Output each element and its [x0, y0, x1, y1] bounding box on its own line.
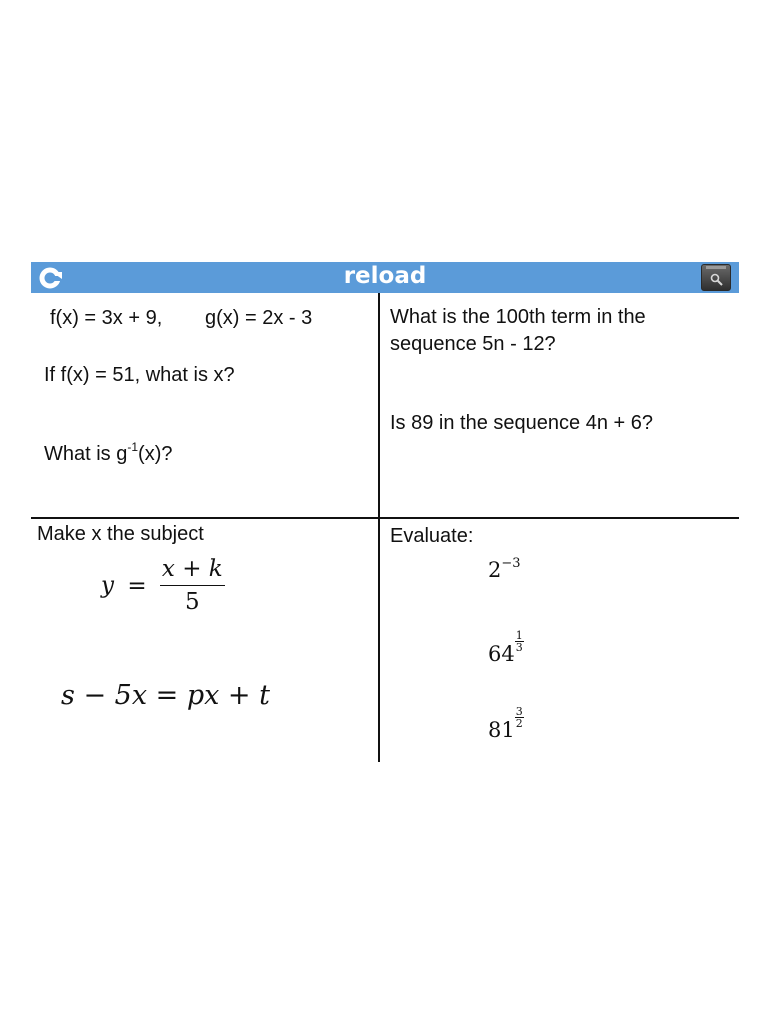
function-g: g(x) = 2x - 3 [205, 307, 313, 329]
eq1-fraction [160, 556, 225, 615]
expr1-exponent: −3 [501, 556, 521, 571]
eq1-equals: = [127, 572, 147, 599]
make-subject-instruction: Make x the subject [37, 523, 204, 545]
expression-3 [488, 706, 524, 742]
expr2-exp-num: 1 [515, 629, 523, 642]
expr3-exp-den: 2 [515, 717, 523, 730]
header-bar [31, 262, 739, 293]
expression-2 [488, 630, 524, 666]
question-in-sequence: Is 89 in the sequence 4n + 6? [390, 412, 653, 434]
question-solve-f: If f(x) = 51, what is x? [44, 364, 235, 386]
eq1-denominator: 5 [184, 589, 200, 615]
zoom-button-strip [706, 266, 726, 269]
expr3-exponent [515, 706, 524, 729]
expression-1 [488, 558, 521, 582]
eq1-lhs: y [101, 572, 114, 599]
question-nth-term-line2: sequence 5n - 12? [390, 333, 556, 355]
question-inverse-g [44, 441, 172, 468]
question-nth-term-line1: What is the 100th term in the [390, 306, 646, 328]
expr2-exp-den: 3 [515, 641, 523, 654]
expr3-base: 81 [488, 718, 515, 742]
evaluate-instruction: Evaluate: [390, 525, 474, 547]
inverse-superscript: -1 [127, 440, 139, 454]
eq1-numerator: x + k [160, 556, 225, 586]
equation-2: s − 5x = px + t [61, 680, 270, 711]
magnifier-icon [710, 273, 724, 287]
expr3-exp-num: 3 [515, 705, 523, 718]
header-title: reload [343, 263, 427, 289]
inverse-suffix: (x)? [138, 443, 173, 465]
equation-1 [101, 556, 225, 615]
expr2-exponent [515, 630, 524, 653]
zoom-button[interactable] [701, 264, 731, 291]
function-f: f(x) = 3x + 9, [50, 307, 163, 329]
expr1-base: 2 [488, 558, 502, 582]
expr2-base: 64 [488, 642, 515, 666]
horizontal-divider [31, 517, 739, 519]
inverse-prefix: What is g [44, 443, 128, 465]
starter-slide [31, 262, 739, 762]
vertical-divider [378, 293, 380, 762]
